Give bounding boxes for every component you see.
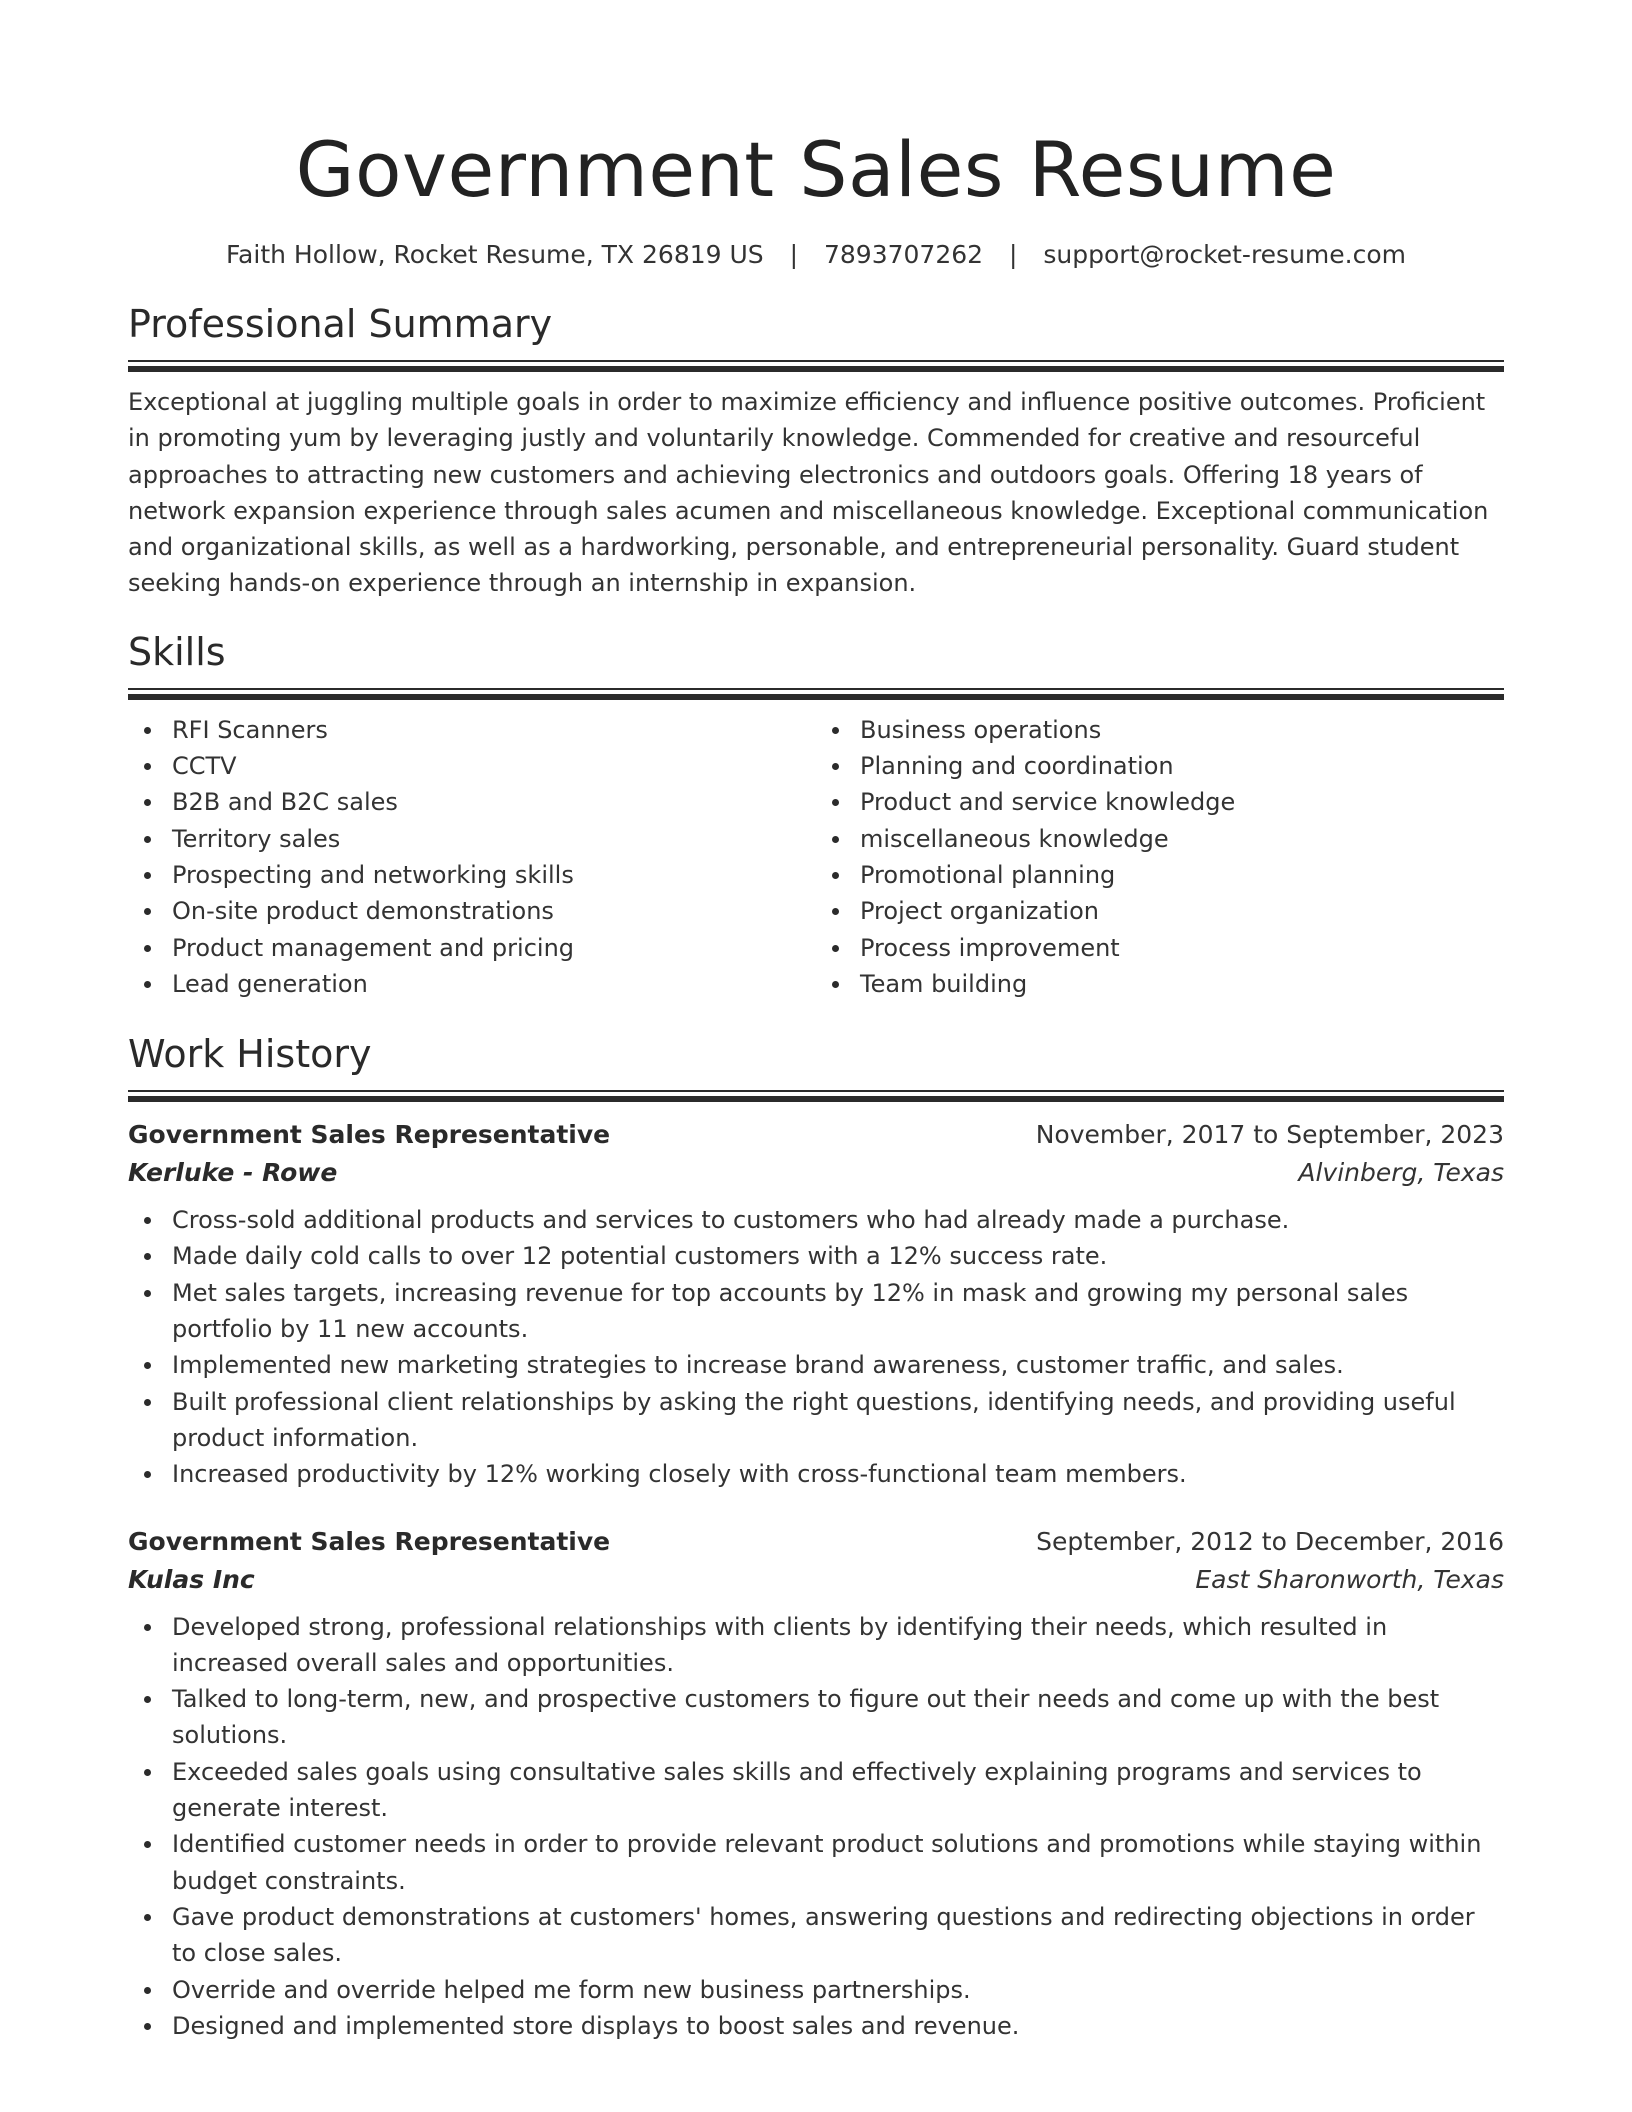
skills-list-right	[816, 712, 1504, 1002]
job-header-row	[128, 1116, 1504, 1154]
skills-list-left	[128, 712, 816, 1002]
skill-item: CCTV	[172, 748, 816, 784]
skill-item: RFI Scanners	[172, 712, 816, 748]
contact-line	[128, 238, 1504, 272]
skill-item: Planning and coordination	[860, 748, 1504, 784]
job-bullet: Cross-sold additional products and services to customers who had already made a purchase.	[172, 1202, 1504, 1238]
contact-email: support@rocket-resume.com	[1043, 240, 1407, 269]
skill-item: Lead generation	[172, 966, 816, 1002]
job-bullet: Identified customer needs in order to provide relevant product solutions and promotions while staying within budget constraints.	[172, 1826, 1504, 1899]
job-bullet: Exceeded sales goals using consultative sales skills and effectively explaining programs and services to generate interest.	[172, 1754, 1504, 1827]
skill-item: Process improvement	[860, 930, 1504, 966]
skill-item: On-site product demonstrations	[172, 893, 816, 929]
section-divider	[128, 360, 1504, 372]
job-title: Government Sales Representative	[128, 1120, 611, 1150]
skills-section	[128, 628, 1504, 1002]
skill-item: miscellaneous knowledge	[860, 821, 1504, 857]
section-heading-work-history: Work History	[128, 1032, 372, 1077]
job-bullet: Implemented new marketing strategies to increase brand awareness, customer traffic, and sales.	[172, 1347, 1504, 1383]
section-heading-summary: Professional Summary	[128, 302, 553, 346]
contact-phone: 7893707262	[824, 240, 984, 269]
section-divider	[128, 1090, 1504, 1102]
skill-item: Promotional planning	[860, 857, 1504, 893]
job-bullet: Talked to long-term, new, and prospective customers to figure out their needs and come up with the best solutions.	[172, 1681, 1504, 1754]
skill-item: Product and service knowledge	[860, 784, 1504, 820]
work-history-section	[128, 1030, 1504, 2044]
skill-item: Team building	[860, 966, 1504, 1002]
job-company-row	[128, 1154, 1504, 1192]
job-bullet: Designed and implemented store displays to boost sales and revenue.	[172, 2008, 1504, 2044]
job-bullet: Increased productivity by 12% working closely with cross-functional team members.	[172, 1456, 1504, 1492]
job-bullet: Developed strong, professional relationships with clients by identifying their needs, which resulted in increased overall sales and opportunities.	[172, 1609, 1504, 1682]
job-company: Kerluke - Rowe	[128, 1158, 338, 1188]
job-location: Alvinberg, Texas	[1298, 1158, 1504, 1188]
summary-text: Exceptional at juggling multiple goals in order to maximize efficiency and influence positive outcomes. Proficient in promoting yum by leveraging justly and voluntarily knowledge. Commended for creative and resourceful approaches to attracting new customers and achieving electronics and outdoors goals. Offering 18 years of network expansion experience through sales acumen and miscellaneous knowledge. Exceptional communication and organizational skills, as well as a hardworking, personable, and entrepreneurial personality. Guard student seeking hands-on experience through an internship in expansion.	[128, 388, 1489, 598]
job-company-row	[128, 1561, 1504, 1599]
resume-title: Government Sales Resume	[295, 125, 1337, 214]
resume-page	[128, 0, 1504, 2044]
section-divider	[128, 688, 1504, 700]
job-bullets	[128, 1202, 1504, 1492]
job-bullet: Gave product demonstrations at customers' homes, answering questions and redirecting objections in order to close sales.	[172, 1899, 1504, 1972]
skill-item: B2B and B2C sales	[172, 784, 816, 820]
job-header-row	[128, 1523, 1504, 1561]
job-bullet: Made daily cold calls to over 12 potential customers with a 12% success rate.	[172, 1238, 1504, 1274]
job-dates: November, 2017 to September, 2023	[1035, 1120, 1504, 1150]
job-location: East Sharonworth, Texas	[1195, 1564, 1504, 1594]
job-bullets	[128, 1609, 1504, 2045]
contact-address: Faith Hollow, Rocket Resume, TX 26819 US	[225, 240, 764, 269]
job-entry	[128, 1116, 1504, 1492]
job-company: Kulas Inc	[128, 1564, 255, 1594]
job-title: Government Sales Representative	[128, 1526, 611, 1556]
contact-separator: |	[1009, 240, 1018, 269]
professional-summary-section	[128, 300, 1504, 602]
skill-item: Business operations	[860, 712, 1504, 748]
job-entry	[128, 1523, 1504, 2045]
section-heading-skills: Skills	[128, 629, 226, 674]
job-dates: September, 2012 to December, 2016	[1036, 1526, 1504, 1556]
skill-item: Prospecting and networking skills	[172, 857, 816, 893]
job-bullet: Met sales targets, increasing revenue for top accounts by 12% in mask and growing my personal sales portfolio by 11 new accounts.	[172, 1275, 1504, 1348]
contact-separator: |	[789, 240, 799, 269]
skill-item: Territory sales	[172, 821, 816, 857]
skills-columns	[128, 712, 1504, 1002]
skill-item: Project organization	[860, 893, 1504, 929]
job-bullet: Built professional client relationships by asking the right questions, identifying needs, and providing useful product information.	[172, 1384, 1504, 1457]
job-bullet: Override and override helped me form new business partnerships.	[172, 1972, 1504, 2008]
skill-item: Product management and pricing	[172, 930, 816, 966]
